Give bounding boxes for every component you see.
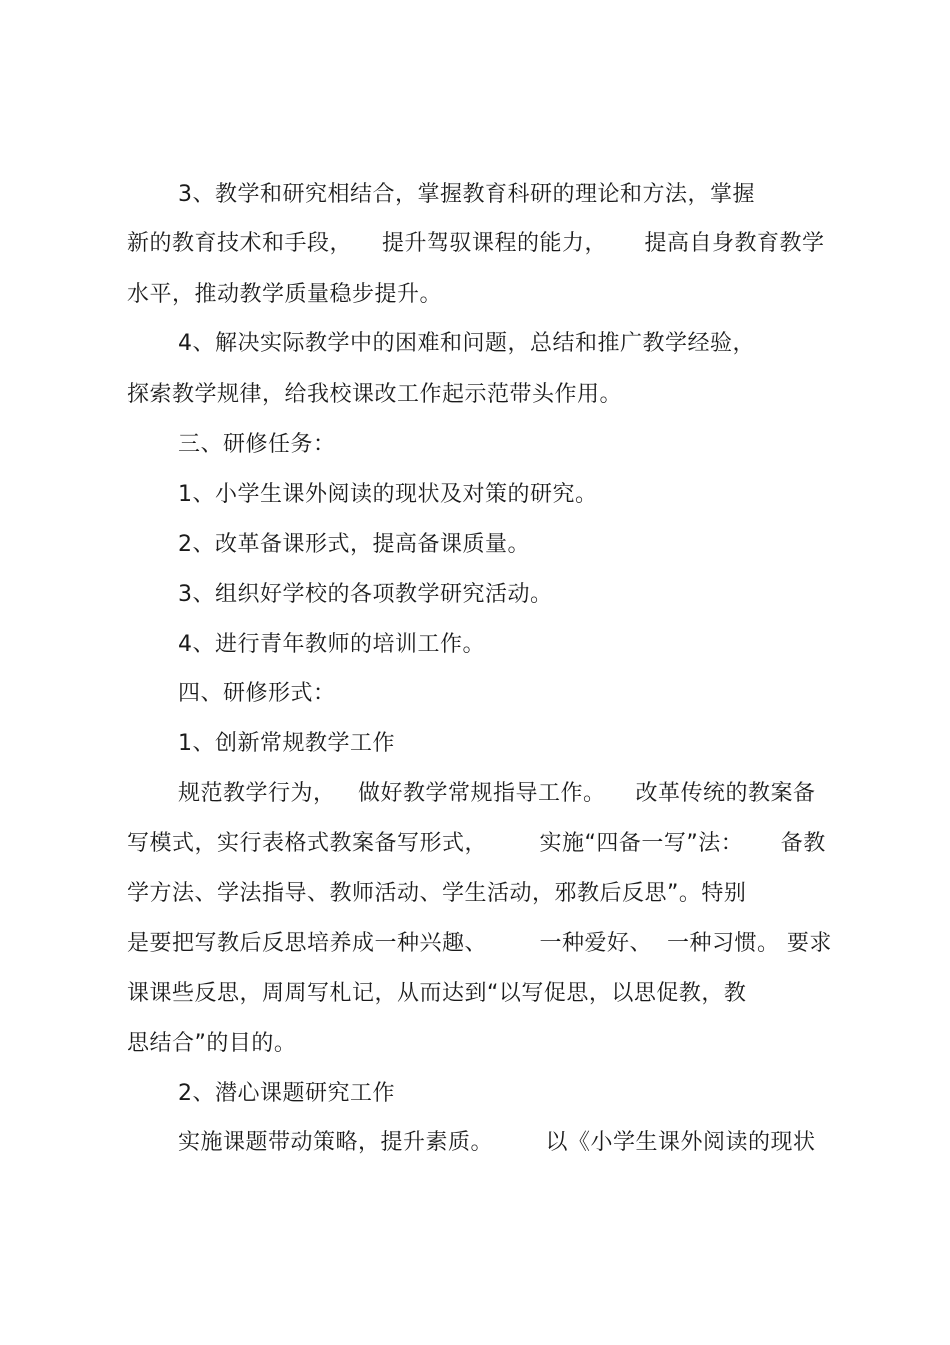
list-item: 2、改革备课形式，提高备课质量。 xyxy=(178,532,530,557)
paragraph-line: 规范教学行为， 做好教学常规指导工作。 改革传统的教案备 xyxy=(178,781,816,806)
paragraph-line: 水平，推动教学质量稳步提升。 xyxy=(127,282,443,307)
section-heading: 三、研修任务： xyxy=(178,432,336,457)
list-item: 3、组织好学校的各项教学研究活动。 xyxy=(178,582,553,607)
paragraph-line: 课课些反思，周周写札记，从而达到“以写促思，以思促教，教 xyxy=(127,981,747,1006)
paragraph-line: 新的教育技术和手段， 提升驾驭课程的能力， 提高自身教育教学 xyxy=(127,231,825,256)
paragraph-line: 是要把写教后反思培养成一种兴趣、 一种爱好、 一种习惯。 要求 xyxy=(127,931,832,956)
subsection-heading: 1、创新常规教学工作 xyxy=(178,731,395,756)
paragraph-line: 写模式，实行表格式教案备写形式， 实施“四备一写”法： 备教 xyxy=(127,831,826,856)
paragraph-line: 3、教学和研究相结合，掌握教育科研的理论和方法，掌握 xyxy=(178,182,755,207)
paragraph-line: 4、解决实际教学中的困难和问题，总结和推广教学经验， xyxy=(178,331,755,356)
paragraph-line: 思结合”的目的。 xyxy=(127,1031,297,1056)
paragraph-line: 实施课题带动策略，提升素质。 以《小学生课外阅读的现状 xyxy=(178,1130,816,1155)
paragraph-line: 学方法、学法指导、教师活动、学生活动，邪教后反思”。特别 xyxy=(127,881,747,906)
list-item: 4、进行青年教师的培训工作。 xyxy=(178,632,485,657)
paragraph-line: 探索教学规律，给我校课改工作起示范带头作用。 xyxy=(127,382,623,407)
subsection-heading: 2、潜心课题研究工作 xyxy=(178,1081,395,1106)
section-heading: 四、研修形式： xyxy=(178,681,336,706)
list-item: 1、小学生课外阅读的现状及对策的研究。 xyxy=(178,482,598,507)
